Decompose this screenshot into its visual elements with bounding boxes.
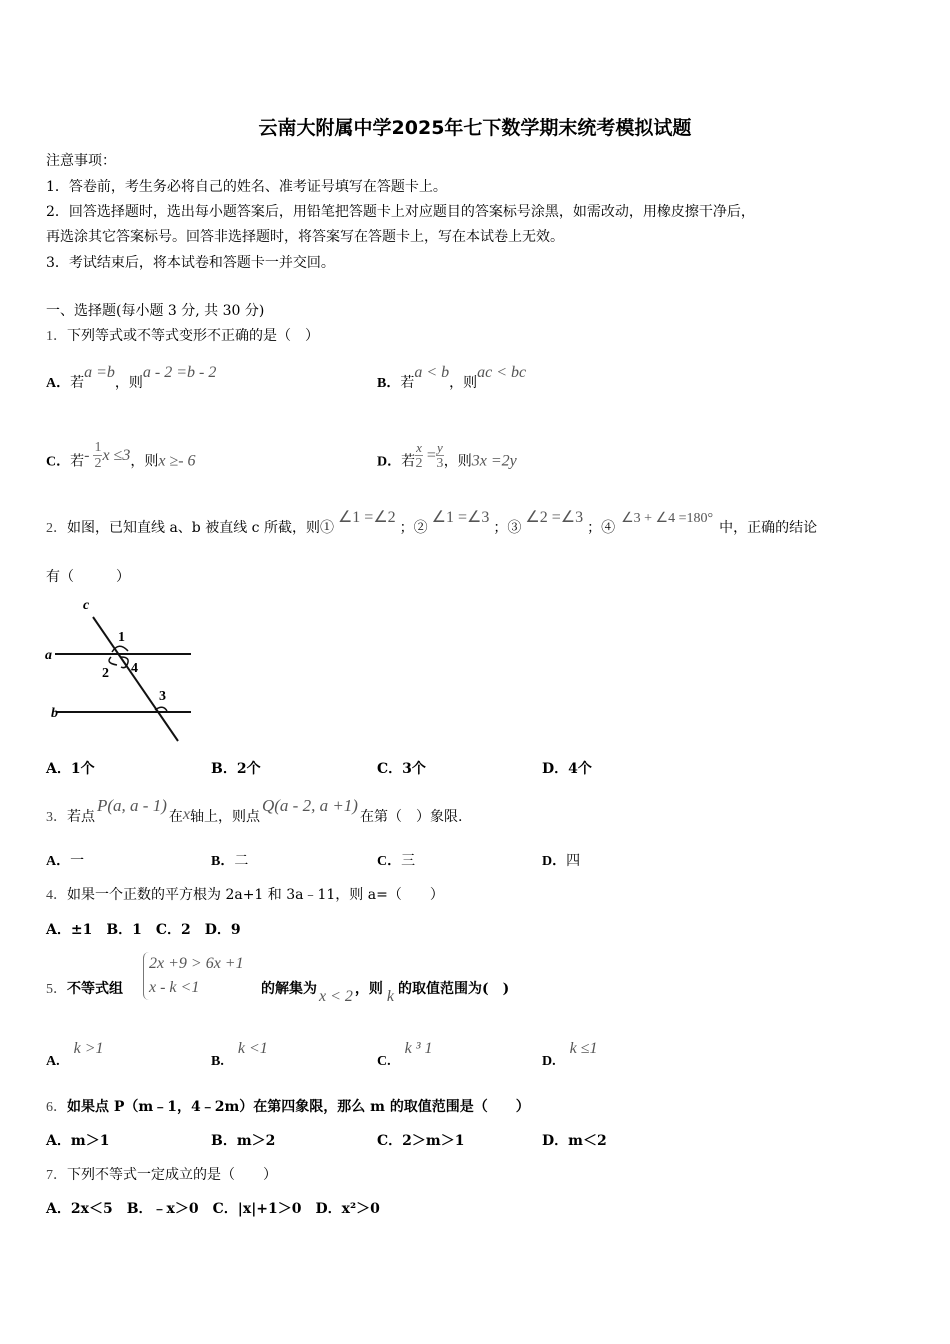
question-5-option-a[interactable]: A.k >1 xyxy=(46,1040,104,1069)
question-5-option-c[interactable]: C.k ³ 1 xyxy=(377,1040,433,1069)
question-2-option-b[interactable]: B．2个 xyxy=(211,761,261,777)
notice-item-2-cont: 再选涂其它答案标号。回答非选择题时，将答案写在答题卡上，写在本试卷上无效。 xyxy=(46,229,564,245)
notice-item-3: 3．考试结束后，将本试卷和答题卡一并交回。 xyxy=(46,255,335,271)
inequality-system: 2x +9 > 6x +1 x - k <1 xyxy=(143,952,244,1000)
label-4: 4 xyxy=(131,661,138,676)
question-7-stem: 7．下列不等式一定成立的是（ ） xyxy=(46,1167,277,1183)
question-1-option-a[interactable]: A．若a =b，则a - 2 =b - 2 xyxy=(46,364,217,391)
question-4-options[interactable]: A．±1 B．1 C．2 D．9 xyxy=(46,922,241,938)
question-7-options[interactable]: A．2x＜5 B．﹣x＞0 C．|x|+1＞0 D．x²＞0 xyxy=(46,1201,380,1217)
question-2-option-a[interactable]: A．1个 xyxy=(46,761,95,777)
label-3: 3 xyxy=(159,689,166,704)
question-2-stem-cont: 有（ ） xyxy=(46,569,130,585)
question-5-option-d[interactable]: D.k ≤1 xyxy=(542,1040,598,1069)
question-2-option-c[interactable]: C．3个 xyxy=(377,761,426,777)
question-5-stem-cont: 的解集为 x < 2 ，则 k 的取值范围为( ) xyxy=(261,981,510,1005)
label-c: c xyxy=(83,598,90,613)
question-6-option-b[interactable]: B．m＞2 xyxy=(211,1133,276,1149)
label-1: 1 xyxy=(118,630,125,645)
question-1-option-c[interactable]: C．若- $\frac{1}{2}$ x ≤3，则x ≥- 6 xyxy=(46,440,196,471)
question-2-stem: 2．如图，已知直线 a、b 被直线 c 所截，则①∠1 =∠2；②∠1 =∠3；③∠2 =∠3；④∠3 + ∠4 =180°中，正确的结论 xyxy=(46,509,818,536)
notice-item-1: 1．答卷前，考生务必将自己的姓名、准考证号填写在答题卡上。 xyxy=(46,179,447,195)
question-number: 1． xyxy=(46,329,67,344)
question-4-stem: 4．如果一个正数的平方根为 2a+1 和 3a﹣11，则 a=（ ） xyxy=(46,887,444,903)
notice-item-2: 2．回答选择题时，选出每小题答案后，用铅笔把答题卡上对应题目的答案标号涂黑，如需改动，用橡皮擦干净后， xyxy=(46,204,755,220)
notice-heading: 注意事项： xyxy=(46,153,116,169)
section-heading: 一、选择题(每小题 3 分, 共 30 分) xyxy=(46,303,265,319)
question-2-option-d[interactable]: D．4个 xyxy=(542,761,592,777)
question-1-option-b[interactable]: B．若a < b，则ac < bc xyxy=(377,364,527,391)
label-b: b xyxy=(51,706,58,721)
question-1-option-d[interactable]: D．若 $\frac{x}{2}$ = $\frac{y}{3}$ ，则3x =2y xyxy=(377,440,517,471)
label-2: 2 xyxy=(102,666,109,681)
question-3-stem: 3．若点P(a, a - 1)在x轴上，则点Q(a - 2, a +1)在第（ ）象限. xyxy=(46,796,463,825)
question-3-option-d[interactable]: D．四 xyxy=(542,853,581,869)
question-5-option-b[interactable]: B.k <1 xyxy=(211,1040,268,1069)
question-5-stem: 5．不等式组 xyxy=(46,981,123,997)
transversal-lines-figure xyxy=(45,595,205,745)
question-1-stem: 1．下列等式或不等式变形不正确的是（ ） xyxy=(46,328,319,344)
question-6-option-a[interactable]: A．m＞1 xyxy=(46,1133,110,1149)
question-6-stem: 6．如果点 P（m﹣1，4﹣2m）在第四象限，那么 m 的取值范围是（ ） xyxy=(46,1099,530,1115)
question-3-option-b[interactable]: B．二 xyxy=(211,853,249,869)
label-a: a xyxy=(45,648,52,663)
question-3-option-a[interactable]: A．一 xyxy=(46,853,85,869)
page-title: 云南大附属中学2025年七下数学期末统考模拟试题 xyxy=(258,117,692,139)
question-3-option-c[interactable]: C．三 xyxy=(377,853,416,869)
question-6-option-d[interactable]: D．m＜2 xyxy=(542,1133,607,1149)
question-6-option-c[interactable]: C．2＞m＞1 xyxy=(377,1133,465,1149)
